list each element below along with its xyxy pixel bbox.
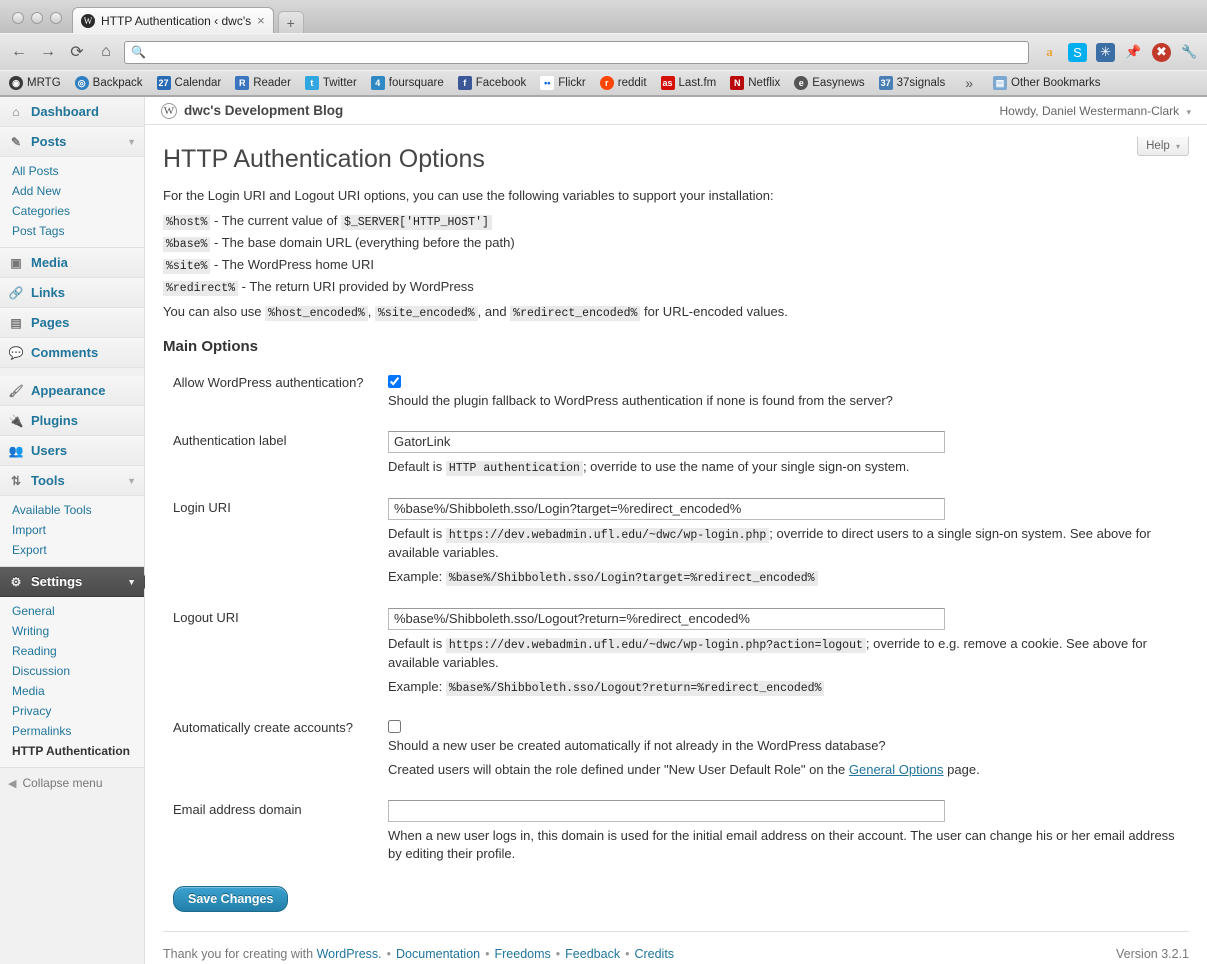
tools-submenu [0, 496, 144, 567]
footer-freedoms-link[interactable]: Freedoms [494, 947, 551, 961]
search-icon: 🔍 [131, 45, 146, 59]
bookmark-label: 37signals [896, 77, 946, 89]
thirtysevensignals-icon: 37 [880, 78, 891, 88]
close-tab-icon[interactable]: × [257, 13, 265, 28]
footer-separator: • [555, 947, 561, 961]
bookmark-flickr[interactable] [540, 76, 585, 90]
sidebar-item-appearance[interactable] [0, 376, 144, 406]
bookmark-backpack[interactable] [75, 76, 143, 90]
label-authentication-label: Authentication label [173, 432, 287, 448]
bookmarks-bar [0, 70, 1207, 96]
bookmark-label: foursquare [388, 77, 444, 89]
submenu-item-media[interactable]: Media [12, 684, 45, 698]
allow-wp-auth-checkbox[interactable] [388, 375, 401, 388]
desc-code: https://dev.webadmin.ufl.edu/~dwc/wp-login.php [446, 528, 769, 543]
auto-create-description: Should a new user be created automatically if not already in the WordPress database? [388, 737, 886, 753]
settings-form-table [163, 363, 1189, 874]
sidebar-item-users[interactable] [0, 436, 144, 466]
easynews-icon: e [794, 76, 808, 90]
email-domain-input[interactable] [388, 800, 945, 822]
login-uri-description [388, 525, 1179, 564]
extension-toolbar [1036, 43, 1199, 62]
sidebar-item-posts[interactable] [0, 127, 144, 157]
example-prefix: Example: [388, 569, 446, 585]
bookmark-label: Reader [253, 77, 291, 89]
footer-separator: • [386, 947, 392, 961]
browser-chrome [0, 0, 1207, 97]
foursquare-icon: 4 [371, 76, 385, 90]
row-authentication-label [163, 421, 1189, 488]
section-title-main-options: Main Options [163, 338, 258, 355]
window-controls[interactable] [10, 12, 72, 33]
bookmark-label: Netflix [748, 77, 781, 89]
variable-code: %host% [163, 215, 210, 230]
chevron-down-icon: ▼ [127, 576, 136, 587]
sidebar-item-label: Posts [31, 134, 67, 149]
submenu-item-discussion[interactable]: Discussion [12, 664, 71, 678]
sidebar-item-label: Links [31, 285, 65, 300]
authentication-label-description [388, 458, 1179, 478]
variable-text: - The return URI provided by WordPress [238, 279, 474, 294]
media-icon: ▣ [10, 255, 22, 270]
label-login-uri: Login URI [173, 499, 231, 515]
lastfm-icon: as [662, 78, 673, 88]
footer-documentation-link[interactable]: Documentation [396, 947, 481, 961]
appearance-icon: 🖌 [8, 383, 24, 398]
row-logout-uri [163, 598, 1189, 708]
save-changes-button[interactable]: Save Changes [173, 886, 288, 912]
howdy-label: Howdy, Daniel Westermann-Clark [999, 103, 1180, 118]
reddit-icon: r [600, 76, 614, 90]
page-body [145, 125, 1207, 912]
submenu-item-categories[interactable]: Categories [12, 204, 71, 218]
posts-icon: ✎ [10, 134, 22, 149]
sidebar-item-label: Plugins [31, 413, 78, 428]
desc-suffix: ; override to use the name of your single sign-on system. [582, 458, 910, 474]
sidebar-item-comments[interactable] [0, 338, 144, 368]
backpack-icon: ◎ [75, 76, 89, 90]
desc2-suffix: page. [943, 761, 980, 777]
desc-suffix: ; override to direct users to a single sign-on system. See above for available variables. [388, 525, 1151, 561]
encoded-code-site: %site_encoded% [375, 306, 478, 321]
bookmark-foursquare[interactable] [371, 76, 444, 90]
bookmark-lastfm[interactable] [661, 76, 717, 90]
close-window-button[interactable] [12, 12, 24, 24]
desc-suffix: ; override to e.g. remove a cookie. See above for available variables. [388, 635, 1147, 671]
lastpass-icon[interactable]: ✳ [1096, 43, 1115, 62]
auto-create-role-description [388, 761, 1179, 780]
variable-code: %base% [163, 237, 210, 252]
maximize-window-button[interactable] [50, 12, 62, 24]
collapse-menu-label: Collapse menu [22, 776, 103, 790]
tab-title: HTTP Authentication ‹ dwc's [101, 13, 252, 28]
auto-create-accounts-checkbox[interactable] [388, 720, 401, 733]
variable-code: %redirect% [163, 281, 238, 296]
chevron-right-icon: » [965, 75, 974, 91]
twitter-icon: t [305, 76, 319, 90]
bookmark-facebook[interactable] [458, 76, 527, 90]
wordpress-favicon-icon: W [81, 14, 95, 28]
general-options-link[interactable]: General Options [848, 761, 944, 777]
desc-code: https://dev.webadmin.ufl.edu/~dwc/wp-login.php?action=logout [446, 638, 866, 653]
sidebar-item-label: Settings [31, 574, 83, 589]
desc-code: HTTP authentication [446, 461, 583, 476]
login-uri-example [388, 568, 1179, 588]
example-prefix: Example: [388, 679, 446, 695]
email-domain-description: When a new user logs in, this domain is used for the initial email address on their account. The user can change his or her email address by editing their profile. [388, 827, 1175, 862]
bookmark-label: Flickr [558, 77, 586, 89]
variable-list [163, 213, 1189, 295]
submenu-item-writing[interactable]: Writing [12, 624, 50, 638]
example-code: %base%/Shibboleth.sso/Logout?return=%redirect_encoded% [446, 681, 825, 696]
bookmark-netflix[interactable] [730, 76, 780, 90]
tab-strip [0, 0, 1207, 33]
bookmark-label: Easynews [812, 77, 865, 89]
label-auto-create-accounts: Automatically create accounts? [173, 719, 353, 735]
encoded-prefix: You can also use [163, 304, 266, 319]
authentication-label-input[interactable] [388, 431, 945, 453]
home-icon[interactable]: ⌂ [101, 43, 111, 60]
folder-icon: ▤ [993, 76, 1007, 90]
desc-prefix: Default is [388, 635, 446, 651]
allow-wp-auth-description: Should the plugin fallback to WordPress authentication if none is found from the server? [388, 393, 893, 408]
encoded-sep-1: , [367, 304, 376, 319]
pages-icon: ▤ [10, 315, 22, 330]
wrench-icon[interactable]: 🔧 [1181, 44, 1198, 59]
submenu-item-reading[interactable]: Reading [12, 644, 57, 658]
back-icon[interactable]: ← [11, 43, 27, 60]
bookmark-label: Twitter [322, 77, 357, 89]
logout-uri-input[interactable] [388, 608, 945, 630]
admin-footer [163, 931, 1189, 964]
logout-uri-example [388, 678, 1179, 698]
submenu-item-add-new[interactable]: Add New [12, 184, 61, 198]
admin-header [145, 97, 1207, 125]
sidebar-item-label: Dashboard [31, 104, 99, 119]
submenu-item-http-authentication[interactable]: HTTP Authentication [12, 744, 130, 758]
footer-separator: • [625, 947, 630, 961]
help-toggle-button[interactable] [1137, 137, 1189, 156]
submenu-item-post-tags[interactable]: Post Tags [12, 224, 65, 238]
bookmark-calendar[interactable] [157, 76, 222, 90]
new-tab-button[interactable]: + [278, 11, 304, 33]
mrtg-icon: ◉ [9, 76, 23, 90]
other-bookmarks-folder[interactable] [993, 76, 1100, 90]
encoded-suffix: for URL-encoded values. [640, 304, 788, 319]
sidebar-item-links[interactable] [0, 278, 144, 308]
bookmark-label: MRTG [27, 77, 61, 89]
desc-prefix: Default is [388, 458, 446, 474]
netflix-icon: N [730, 76, 744, 90]
submenu-item-import[interactable]: Import [12, 523, 47, 537]
admin-content [145, 97, 1207, 964]
wp-admin [0, 97, 1207, 964]
desc-prefix: Default is [388, 525, 446, 541]
variable-code: %site% [163, 259, 210, 274]
posts-submenu [0, 157, 144, 248]
calendar-icon: 27 [158, 78, 169, 88]
encoded-variables-text [163, 304, 1189, 320]
comments-icon: 💬 [8, 345, 24, 360]
bookmark-label: Backpack [92, 77, 143, 89]
sidebar-item-label: Users [31, 443, 68, 458]
settings-submenu [0, 597, 144, 768]
submenu-item-available-tools[interactable]: Available Tools [12, 503, 92, 517]
users-icon: 👥 [8, 443, 24, 458]
variable-text: - The WordPress home URI [210, 257, 374, 272]
sidebar-item-media[interactable] [0, 248, 144, 278]
reader-icon: R [235, 76, 249, 90]
forward-icon[interactable]: → [40, 43, 56, 60]
variable-code-2: $_SERVER['HTTP_HOST'] [341, 215, 492, 230]
row-allow-wp-auth [163, 363, 1189, 421]
chevron-down-icon: ▼ [127, 475, 136, 486]
chevron-down-icon: ▼ [127, 136, 136, 147]
bookmark-easynews[interactable] [794, 76, 864, 90]
variable-site [163, 257, 1189, 273]
submenu-item-export[interactable]: Export [12, 543, 47, 557]
bookmark-label: Last.fm [678, 77, 717, 89]
footer-credits-link[interactable]: Credits [634, 947, 675, 961]
encoded-sep-2: , and [477, 304, 511, 319]
encoded-code-host: %host_encoded% [265, 306, 368, 321]
flickr-icon: •• [540, 76, 554, 90]
sidebar-item-label: Appearance [31, 383, 106, 398]
bookmark-twitter[interactable] [305, 76, 357, 90]
sidebar-item-tools[interactable] [0, 466, 144, 496]
footer-feedback-link[interactable]: Feedback [565, 947, 621, 961]
links-icon: 🔗 [8, 285, 24, 300]
submenu-item-permalinks[interactable]: Permalinks [12, 724, 72, 738]
adblock-icon[interactable]: ✖ [1152, 43, 1171, 62]
bookmark-37signals[interactable] [879, 76, 946, 90]
collapse-arrow-icon: ◀ [8, 777, 17, 790]
help-label: Help [1146, 140, 1170, 152]
variable-text: - The base domain URL (everything before the path) [210, 235, 515, 250]
sidebar-item-label: Comments [31, 345, 99, 360]
bookmark-label: reddit [617, 77, 647, 89]
address-bar[interactable] [124, 41, 1029, 64]
plugins-icon: 🔌 [8, 413, 24, 428]
admin-sidebar [0, 97, 145, 964]
submenu-item-all-posts[interactable]: All Posts [12, 164, 59, 178]
chevron-down-icon: ▾ [1186, 106, 1191, 117]
sidebar-item-pages[interactable] [0, 308, 144, 338]
sidebar-item-label: Pages [31, 315, 70, 330]
footer-thanks: Thank you for creating with [163, 947, 314, 961]
reload-icon[interactable]: ⟳ [70, 44, 84, 61]
browser-tab[interactable] [72, 7, 274, 33]
page-title: HTTP Authentication Options [163, 145, 485, 173]
dashboard-icon: ⌂ [12, 104, 20, 119]
footer-separator: • [485, 947, 490, 961]
chevron-down-icon: ▾ [1175, 142, 1180, 151]
variable-redirect [163, 279, 1189, 295]
wordpress-logo-icon[interactable]: W [161, 103, 177, 119]
intro-text: For the Login URI and Logout URI options, you can use the following variables to support your installation: [163, 188, 774, 203]
user-menu[interactable] [1000, 104, 1192, 118]
footer-version: Version 3.2.1 [1116, 947, 1189, 961]
bookmark-reddit[interactable] [600, 76, 647, 90]
navigation-bar [0, 33, 1207, 70]
pin-icon[interactable]: 📌 [1125, 44, 1142, 59]
bookmark-label: Calendar [174, 77, 222, 89]
login-uri-input[interactable] [388, 498, 945, 520]
desc2-prefix: Created users will obtain the role defined under "New User Default Role" on the [388, 761, 849, 777]
row-email-domain [163, 790, 1189, 875]
bookmark-label: Other Bookmarks [1011, 77, 1101, 89]
facebook-icon: f [458, 76, 472, 90]
settings-icon: ⚙ [10, 574, 22, 589]
amazon-icon[interactable]: a [1046, 44, 1053, 59]
bookmark-label: Facebook [475, 77, 527, 89]
label-allow-wp-auth: Allow WordPress authentication? [173, 375, 364, 390]
row-auto-create-accounts [163, 708, 1189, 790]
minimize-window-button[interactable] [31, 12, 43, 24]
bookmarks-overflow-button[interactable] [965, 75, 973, 91]
label-logout-uri: Logout URI [173, 609, 239, 625]
label-email-domain: Email address domain [173, 801, 302, 817]
submenu-item-privacy[interactable]: Privacy [12, 704, 52, 718]
bookmark-mrtg[interactable] [9, 76, 61, 90]
skype-icon[interactable]: S [1068, 43, 1087, 62]
sidebar-item-label: Media [31, 255, 68, 270]
submenu-item-general[interactable]: General [12, 604, 55, 618]
logout-uri-description [388, 635, 1179, 674]
sidebar-item-dashboard[interactable] [0, 97, 144, 127]
variable-base [163, 235, 1189, 251]
collapse-menu-button[interactable] [0, 768, 144, 798]
encoded-code-redirect: %redirect_encoded% [510, 306, 640, 321]
variable-text: - The current value of [210, 213, 341, 228]
row-login-uri [163, 488, 1189, 598]
submit-area [163, 874, 1189, 912]
footer-wordpress-link[interactable]: WordPress. [316, 947, 382, 961]
sidebar-item-plugins[interactable] [0, 406, 144, 436]
sidebar-item-label: Tools [31, 473, 65, 488]
tools-icon: ⇅ [10, 473, 22, 488]
example-code: %base%/Shibboleth.sso/Login?target=%redirect_encoded% [446, 571, 818, 586]
sidebar-item-settings[interactable] [0, 567, 144, 597]
variable-host [163, 213, 1189, 229]
site-name[interactable]: dwc's Development Blog [184, 103, 344, 118]
bookmark-reader[interactable] [235, 76, 291, 90]
